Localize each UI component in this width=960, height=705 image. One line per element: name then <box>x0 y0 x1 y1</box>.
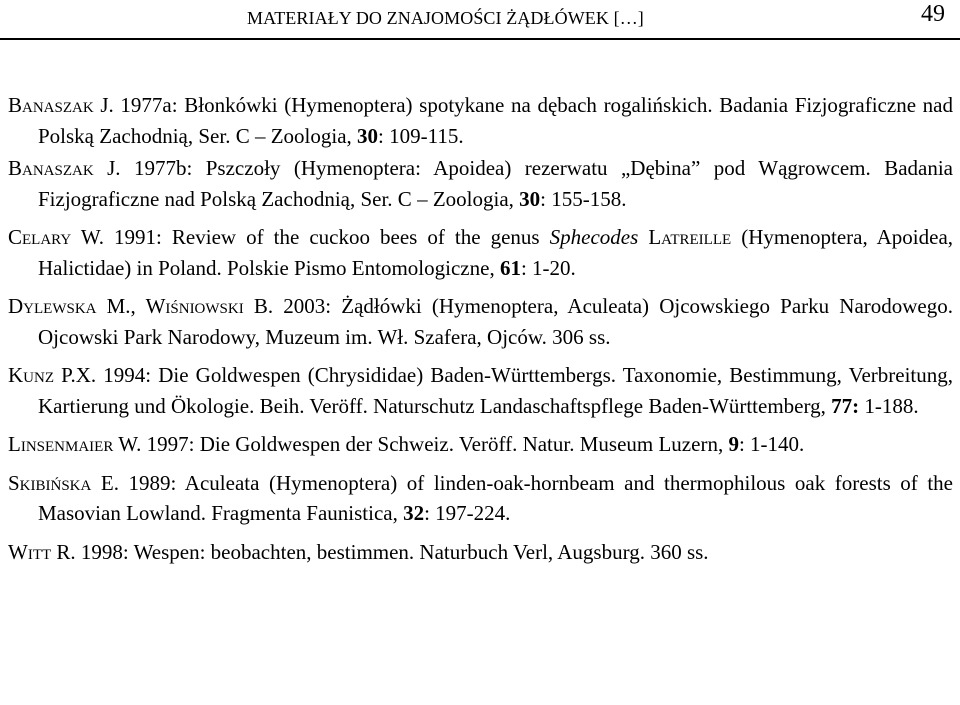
reference-pages: : 197-224. <box>424 501 511 525</box>
reference-author: Witt R. <box>8 539 76 564</box>
reference-entry <box>8 291 953 352</box>
reference-author: Celary W. <box>8 225 104 249</box>
reference-pages: : 109-115. <box>378 123 464 148</box>
reference-entry <box>8 429 953 460</box>
header-rule <box>0 38 960 40</box>
reference-pages: 1-188. <box>859 393 919 418</box>
reference-year: 1994: <box>103 363 152 387</box>
reference-year: 1989: <box>128 470 177 495</box>
reference-title: Aculeata (Hymenoptera) of linden-oak-hornbeam and thermophilous oak forests of the Masovian Lowland. Fragmenta Faunistica, <box>38 470 954 525</box>
reference-year: 1977b: <box>133 156 193 180</box>
reference-author: Banaszak J. <box>8 93 114 117</box>
reference-pages: : 1-20. <box>520 255 576 280</box>
reference-volume: 30 <box>357 123 379 148</box>
reference-volume: 9 <box>728 432 739 456</box>
reference-year: 1998: <box>80 539 129 564</box>
reference-title: Pszczoły (Hymenoptera: Apoidea) rezerwatu „Dębina” pod Wągrowcem. Badania Fizjograficzne nad Polską Zachodnią, Ser. C – Zoologia, <box>38 156 954 211</box>
reference-author: Skibińska E. <box>8 470 119 495</box>
reference-pages: : 1-140. <box>738 432 805 456</box>
reference-author: Linsenmaier W. <box>8 432 142 456</box>
reference-volume: 30 <box>519 186 541 211</box>
reference-year: 1991: <box>114 225 162 249</box>
reference-title: Die Goldwespen (Chrysididae) Baden-Württembergs. Taxonomie, Bestimmung, Verbreitung, Kartierung und Ökologie. Beih. Veröff. Naturschutz Landaschaftspflege Baden-Württemberg, <box>38 363 954 418</box>
reference-year: 1997: <box>146 432 195 456</box>
page-number: 49 <box>921 1 945 27</box>
page-header <box>0 0 960 38</box>
reference-genus-author: Latreille <box>648 225 732 249</box>
reference-volume: 61 <box>499 255 521 280</box>
reference-author: Dylewska M., Wiśniowski B. <box>8 294 274 318</box>
reference-title: Błonkówki (Hymenoptera) spotykane na dębach rogalińskich. Badania Fizjograficzne nad Polską Zachodnią, Ser. C – Zoologia, <box>38 93 953 148</box>
reference-title: Die Goldwespen der Schweiz. Veröff. Natur. Museum Luzern, <box>199 432 724 456</box>
reference-title: Wespen: beobachten, bestimmen. Naturbuch Verl, Augsburg. 360 ss. <box>133 539 709 564</box>
reference-pages: : 155-158. <box>540 186 627 211</box>
reference-year: 2003: <box>283 294 332 318</box>
reference-author: Kunz P.X. <box>8 363 97 387</box>
reference-author: Banaszak J. <box>8 156 121 180</box>
reference-list <box>8 90 953 567</box>
running-title: MATERIAŁY DO ZNAJOMOŚCI ŻĄDŁÓWEK […] <box>247 8 644 28</box>
reference-entry <box>8 468 953 529</box>
reference-title-pre: Review of the cuckoo bees of the genus <box>171 225 540 249</box>
reference-title: (Hymenoptera, Apoidea, Halictidae) in Poland. Polskie Pismo Entomologiczne, <box>38 225 954 280</box>
reference-entry <box>8 360 953 421</box>
reference-entry <box>8 90 953 151</box>
reference-volume: 77: <box>831 393 860 418</box>
reference-genus: Sphecodes <box>549 225 639 249</box>
reference-entry <box>8 537 953 568</box>
reference-volume: 32 <box>403 501 425 525</box>
reference-entry <box>8 222 953 283</box>
reference-year: 1977a: <box>120 93 178 117</box>
reference-entry <box>8 153 953 214</box>
reference-title: Żądłówki (Hymenoptera, Aculeata) Ojcowskiego Parku Narodowego. Ojcowski Park Narodowy, Muzeum im. Wł. Szafera, Ojców. 306 ss. <box>38 294 954 349</box>
